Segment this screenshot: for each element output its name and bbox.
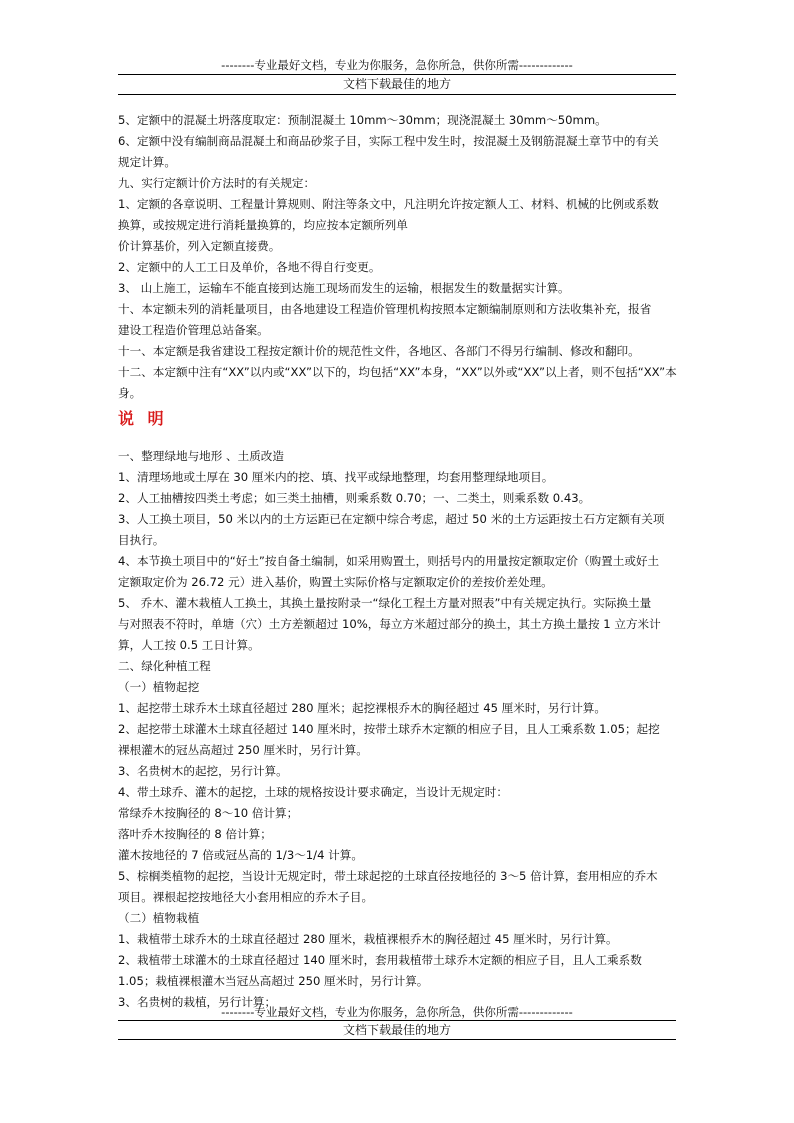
explanation-block: [118, 446, 676, 1013]
text-line: 落叶乔木按胸径的 8 倍计算；: [118, 827, 272, 841]
text-line: 1、定额的各章说明、工程量计算规则、附注等条文中，凡注明允许按定额人工、材料、机械的比例或系数: [118, 197, 659, 211]
text-line: 3、名贵树木的起挖，另行计算。: [118, 764, 288, 778]
text-line: 2、人工抽槽按四类土考虑；如三类土抽槽，则乘系数 0.70；一、二类土，则乘系数 0.43。: [118, 491, 591, 505]
text-line: 规定计算。: [118, 155, 176, 169]
header-subtitle: 文档下载最佳的地方: [342, 77, 451, 91]
text-line: 身。: [118, 386, 142, 400]
footer-subtitle: 文档下载最佳的地方: [342, 1023, 451, 1037]
text-line: 算，人工按 0.5 工日计算。: [118, 638, 260, 652]
text-line: 2、定额中的人工工日及单价，各地不得自行变更。: [118, 260, 381, 274]
header-banner: --------专业最好文档，专业为你服务，急你所急，供你所需-------------: [221, 58, 573, 72]
text-line: 1.05；栽植裸根灌木当冠丛高超过 250 厘米时，另行计算。: [118, 974, 429, 988]
text-line: 定额取定价为 26.72 元）进入基价，购置土实际价格与定额取定价的差按价差处理。: [118, 575, 553, 589]
text-line: 4、本节换土项目中的“好土”按自备土编制，如采用购置土，则括号内的用量按定额取定价（购置土或好土: [118, 554, 660, 568]
text-line: 二、绿化种植工程: [118, 659, 211, 673]
text-line: 5、 乔木、灌木栽植人工换土，其换土量按附录一“绿化工程土方量对照表”中有关规定执行。实际换土量: [118, 596, 652, 610]
footer-rule-bottom: [118, 1039, 676, 1040]
document-body: [118, 110, 676, 1013]
text-line: 4、带土球乔、灌木的起挖，土球的规格按设计要求确定，当设计无规定时：: [118, 785, 508, 799]
text-line: 3、名贵树的栽植，另行计算；: [118, 995, 277, 1009]
text-line: 裸根灌木的冠丛高超过 250 厘米时，另行计算。: [118, 743, 368, 757]
text-line: 1、清理场地或土厚在 30 厘米内的挖、填、找平或绿地整理，均套用整理绿地项目。: [118, 470, 554, 484]
text-line: 十二、本定额中注有“XX”以内或“XX”以下的，均包括“XX”本身，“XX”以外或“XX”以上者，则不包括“XX”本: [118, 365, 677, 379]
text-line: （一）植物起挖: [118, 680, 200, 694]
text-line: 3、人工换土项目，50 米以内的土方运距已在定额中综合考虑，超过 50 米的土方运距按土石方定额有关项: [118, 512, 665, 526]
text-line: 项目。裸根起挖按地径大小套用相应的乔木子目。: [118, 890, 374, 904]
text-line: 一、整理绿地与地形 、土质改造: [118, 449, 284, 463]
text-line: 2、栽植带土球灌木的土球直径超过 140 厘米时，套用栽植带土球乔木定额的相应子目，且人工乘系数: [118, 953, 642, 967]
text-line: 1、起挖带土球乔木土球直径超过 280 厘米；起挖裸根乔木的胸径超过 45 厘米时，另行计算。: [118, 701, 606, 715]
text-line: 换算，或按规定进行消耗量换算的，均应按本定额所列单: [118, 218, 408, 232]
footer-rule-top: [118, 1020, 676, 1021]
text-line: 3、 山上施工，运输车不能直接到达施工现场而发生的运输，根据发生的数量据实计算。: [118, 281, 570, 295]
text-line: 价计算基价，列入定额直接费。: [118, 239, 281, 253]
text-line: 目执行。: [118, 533, 165, 547]
text-line: 5、定额中的混凝土坍落度取定：预制混凝土 10mm～30mm；现浇混凝土 30mm～50mm。: [118, 113, 607, 127]
header-rule-top: [118, 74, 676, 75]
text-line: 1、栽植带土球乔木的土球直径超过 280 厘米，栽植裸根乔木的胸径超过 45 厘米时，另行计算。: [118, 932, 618, 946]
text-line: 6、定额中没有编制商品混凝土和商品砂浆子目，实际工程中发生时，按混凝土及钢筋混凝土章节中的有关: [118, 134, 659, 148]
text-line: 5、棕榈类植物的起挖，当设计无规定时，带土球起挖的土球直径按地径的 3～5 倍计算，套用相应的乔木: [118, 869, 658, 883]
header-rule-bottom: [118, 94, 676, 95]
text-line: 九、实行定额计价方法时的有关规定：: [118, 176, 316, 190]
text-line: 与对照表不符时，单塘（穴）土方差额超过 10%，每立方米超过部分的换土，其土方换土量按 1 立方米计: [118, 617, 661, 631]
text-line: 常绿乔木按胸径的 8～10 倍计算；: [118, 806, 299, 820]
text-line: 十一、本定额是我省建设工程按定额计价的规范性文件，各地区、各部门不得另行编制、修改和翻印。: [118, 344, 640, 358]
text-line: 十、本定额未列的消耗量项目，由各地建设工程造价管理机构按照本定额编制原则和方法收集补充，报省: [118, 302, 652, 316]
text-line: （二）植物栽植: [118, 911, 200, 925]
regulations-block: [118, 110, 676, 404]
text-line: 建设工程造价管理总站备案。: [118, 323, 269, 337]
section-title: 说 明: [118, 409, 168, 428]
text-line: 灌木按地径的 7 倍或冠丛高的 1/3～1/4 计算。: [118, 848, 363, 862]
text-line: 2、起挖带土球灌木土球直径超过 140 厘米时，按带土球乔木定额的相应子目，且人工乘系数 1.05；起挖: [118, 722, 660, 736]
footer-banner: --------专业最好文档，专业为你服务，急你所急，供你所需-------------: [221, 1005, 573, 1019]
